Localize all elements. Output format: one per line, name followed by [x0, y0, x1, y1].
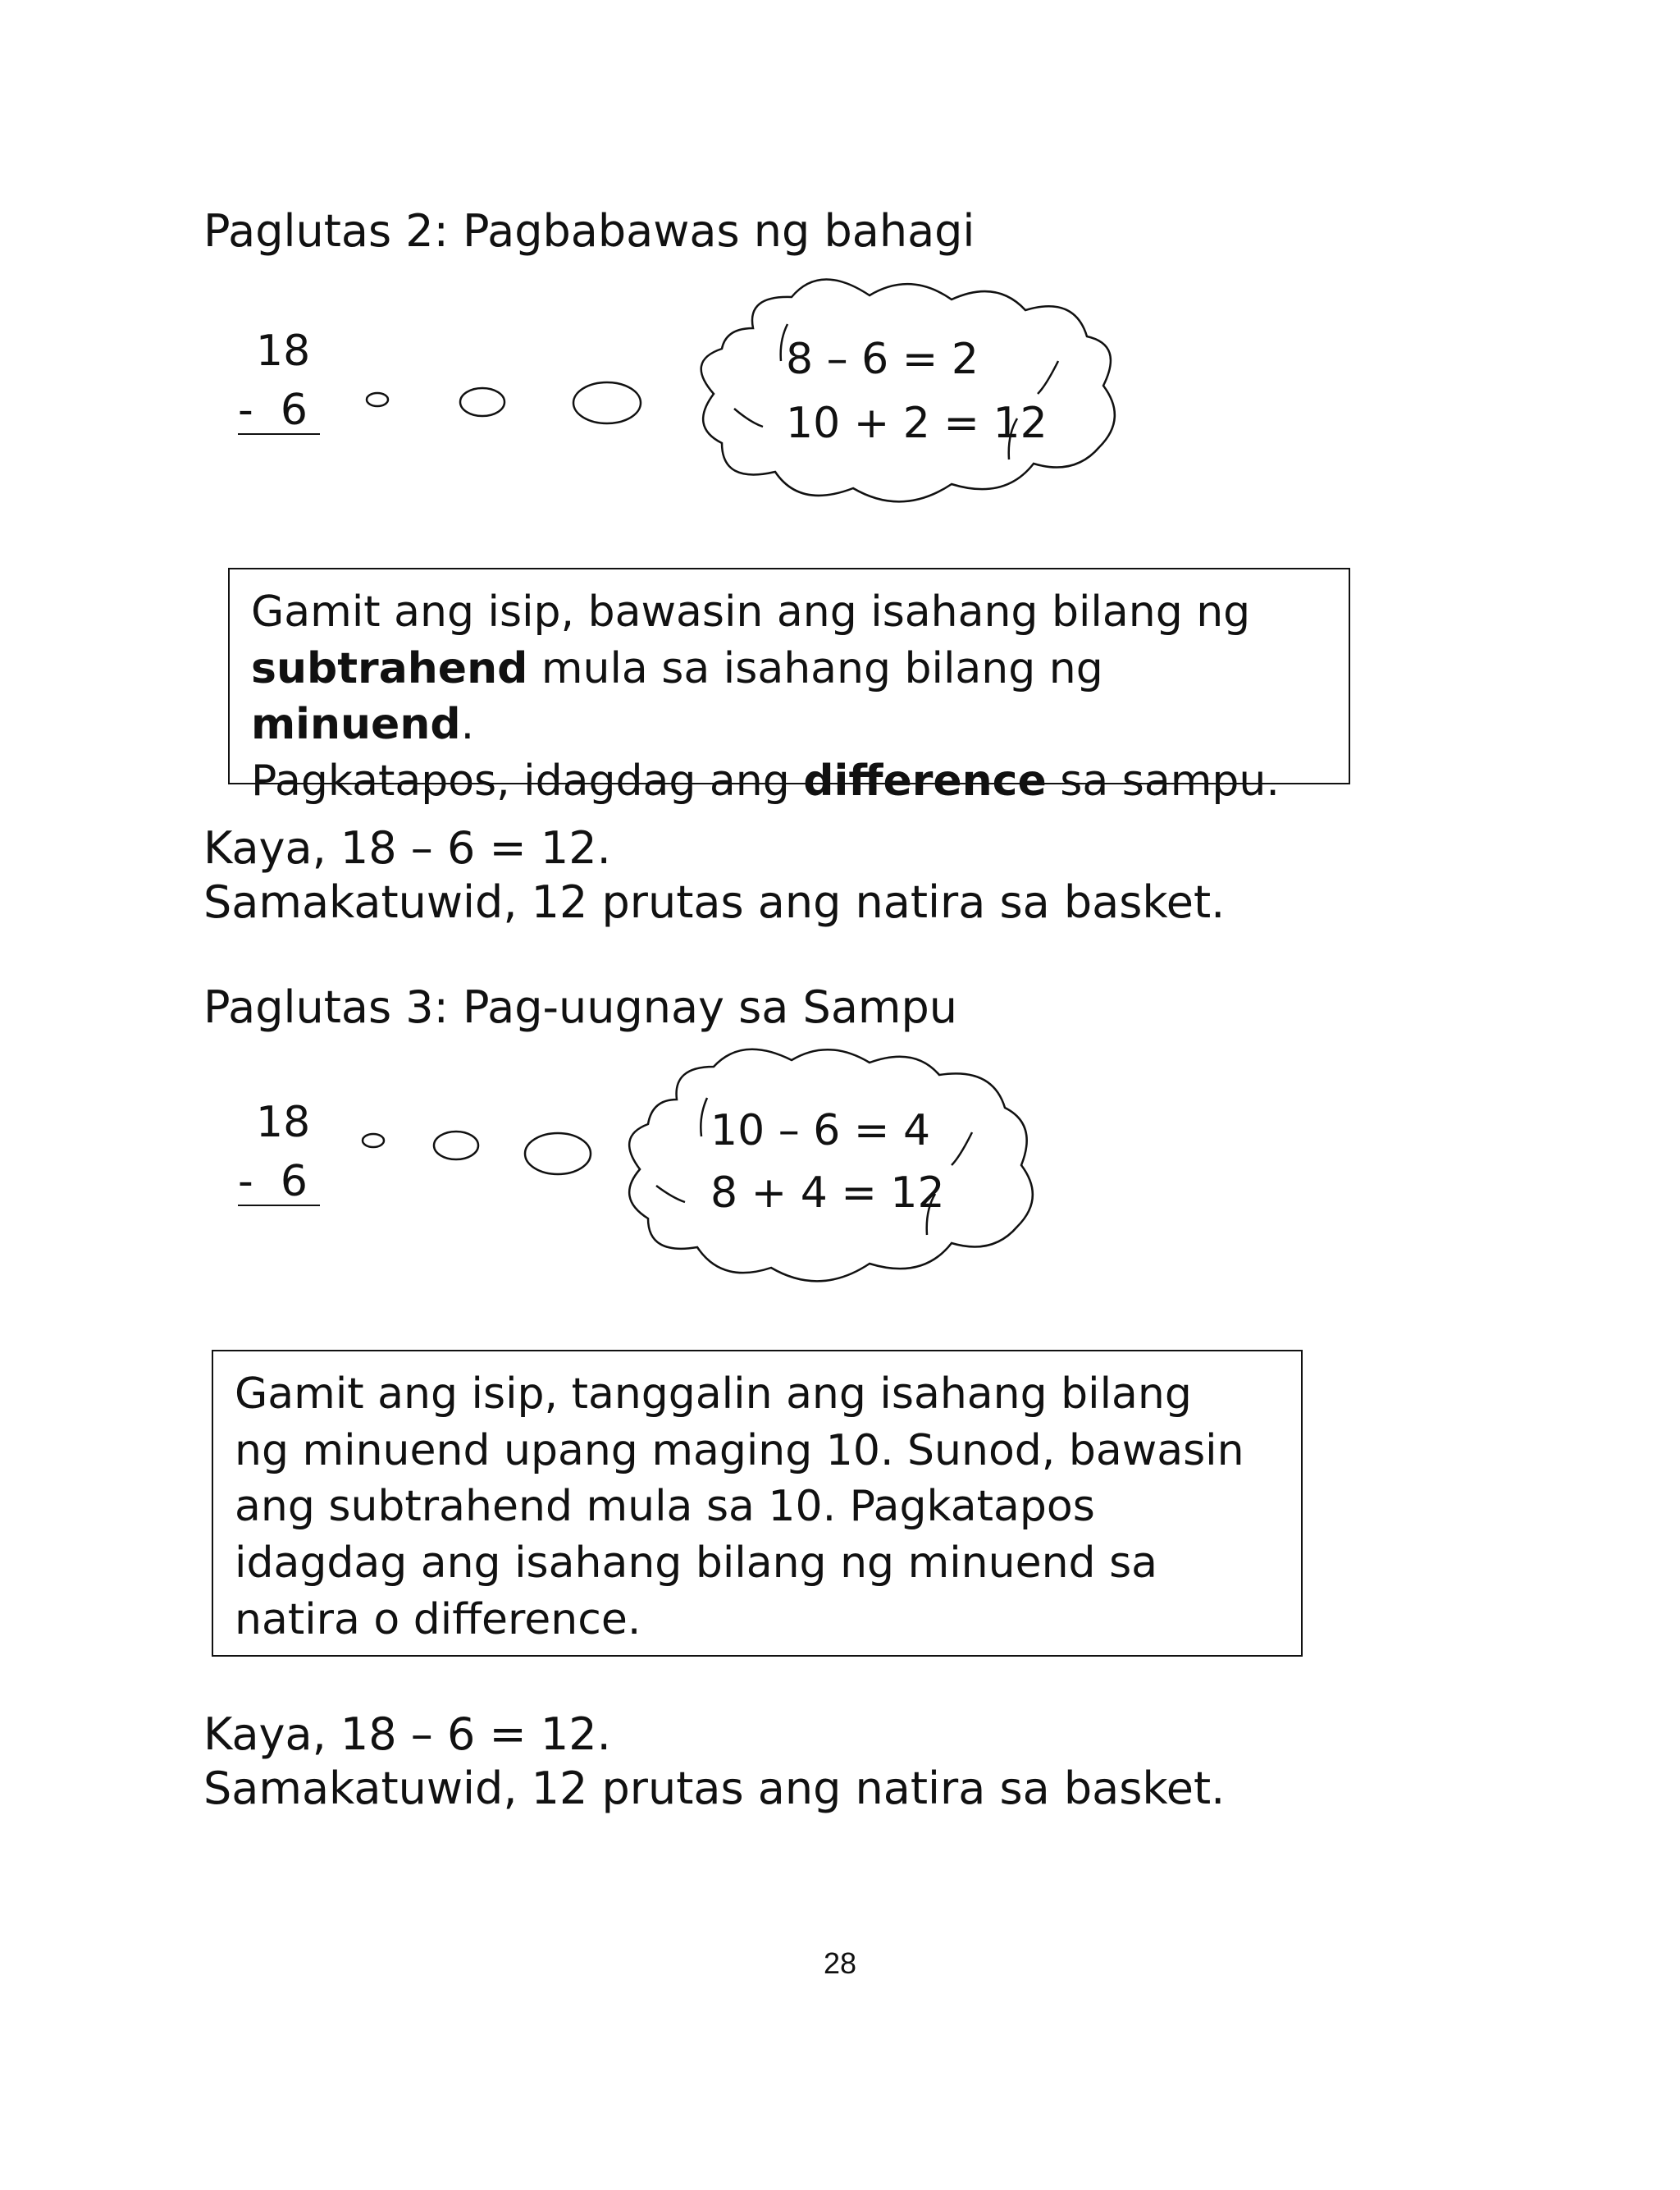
- bold-term-difference: difference: [803, 756, 1047, 806]
- minuend: 18: [256, 327, 311, 376]
- box-line: idagdag ang isahang bilang ng minuend sa: [235, 1538, 1158, 1588]
- box-text: mula sa isahang bilang ng: [527, 643, 1103, 693]
- cloud-equation-2: 10 + 2 = 12: [786, 399, 1048, 448]
- cloud-equation-1: 8 – 6 = 2: [786, 335, 979, 384]
- section2-conclusion-1: Kaya, 18 – 6 = 12.: [203, 822, 611, 874]
- box-text: Gamit ang isip, bawasin ang isahang bilang ng: [251, 588, 1251, 637]
- bold-term-subtrahend: subtrahend: [251, 643, 528, 693]
- box-line: ang subtrahend mula sa 10. Pagkatapos: [235, 1482, 1095, 1532]
- section2-conclusion-2: Samakatuwid, 12 prutas ang natira sa basket.: [203, 876, 1226, 928]
- box-line: ng minuend upang maging 10. Sunod, bawasin: [235, 1425, 1244, 1475]
- box-line: natira o difference.: [235, 1594, 641, 1644]
- minuend: 18: [256, 1098, 311, 1147]
- section3-conclusion-2: Samakatuwid, 12 prutas ang natira sa basket.: [203, 1763, 1226, 1814]
- cloud-equation-2: 8 + 4 = 12: [710, 1168, 945, 1218]
- cloud-equation-1: 10 – 6 = 4: [710, 1106, 931, 1155]
- section3-heading: Paglutas 3: Pag-uugnay sa Sampu: [203, 981, 958, 1033]
- subtrahend: - 6: [238, 386, 308, 435]
- box-text: Pagkatapos, idagdag ang: [251, 756, 804, 806]
- page-number: 28: [823, 1946, 857, 1980]
- section3-strategy-box: [212, 1350, 1303, 1657]
- box-text: sa sampu.: [1046, 756, 1280, 806]
- box-text: .: [460, 700, 475, 750]
- section3-conclusion-1: Kaya, 18 – 6 = 12.: [203, 1708, 611, 1760]
- section2-heading: Paglutas 2: Pagbabawas ng bahagi: [203, 205, 975, 257]
- subtrahend: - 6: [238, 1157, 308, 1206]
- bold-term-minuend: minuend: [251, 700, 461, 750]
- box-line: Gamit ang isip, tanggalin ang isahang bilang: [235, 1369, 1192, 1419]
